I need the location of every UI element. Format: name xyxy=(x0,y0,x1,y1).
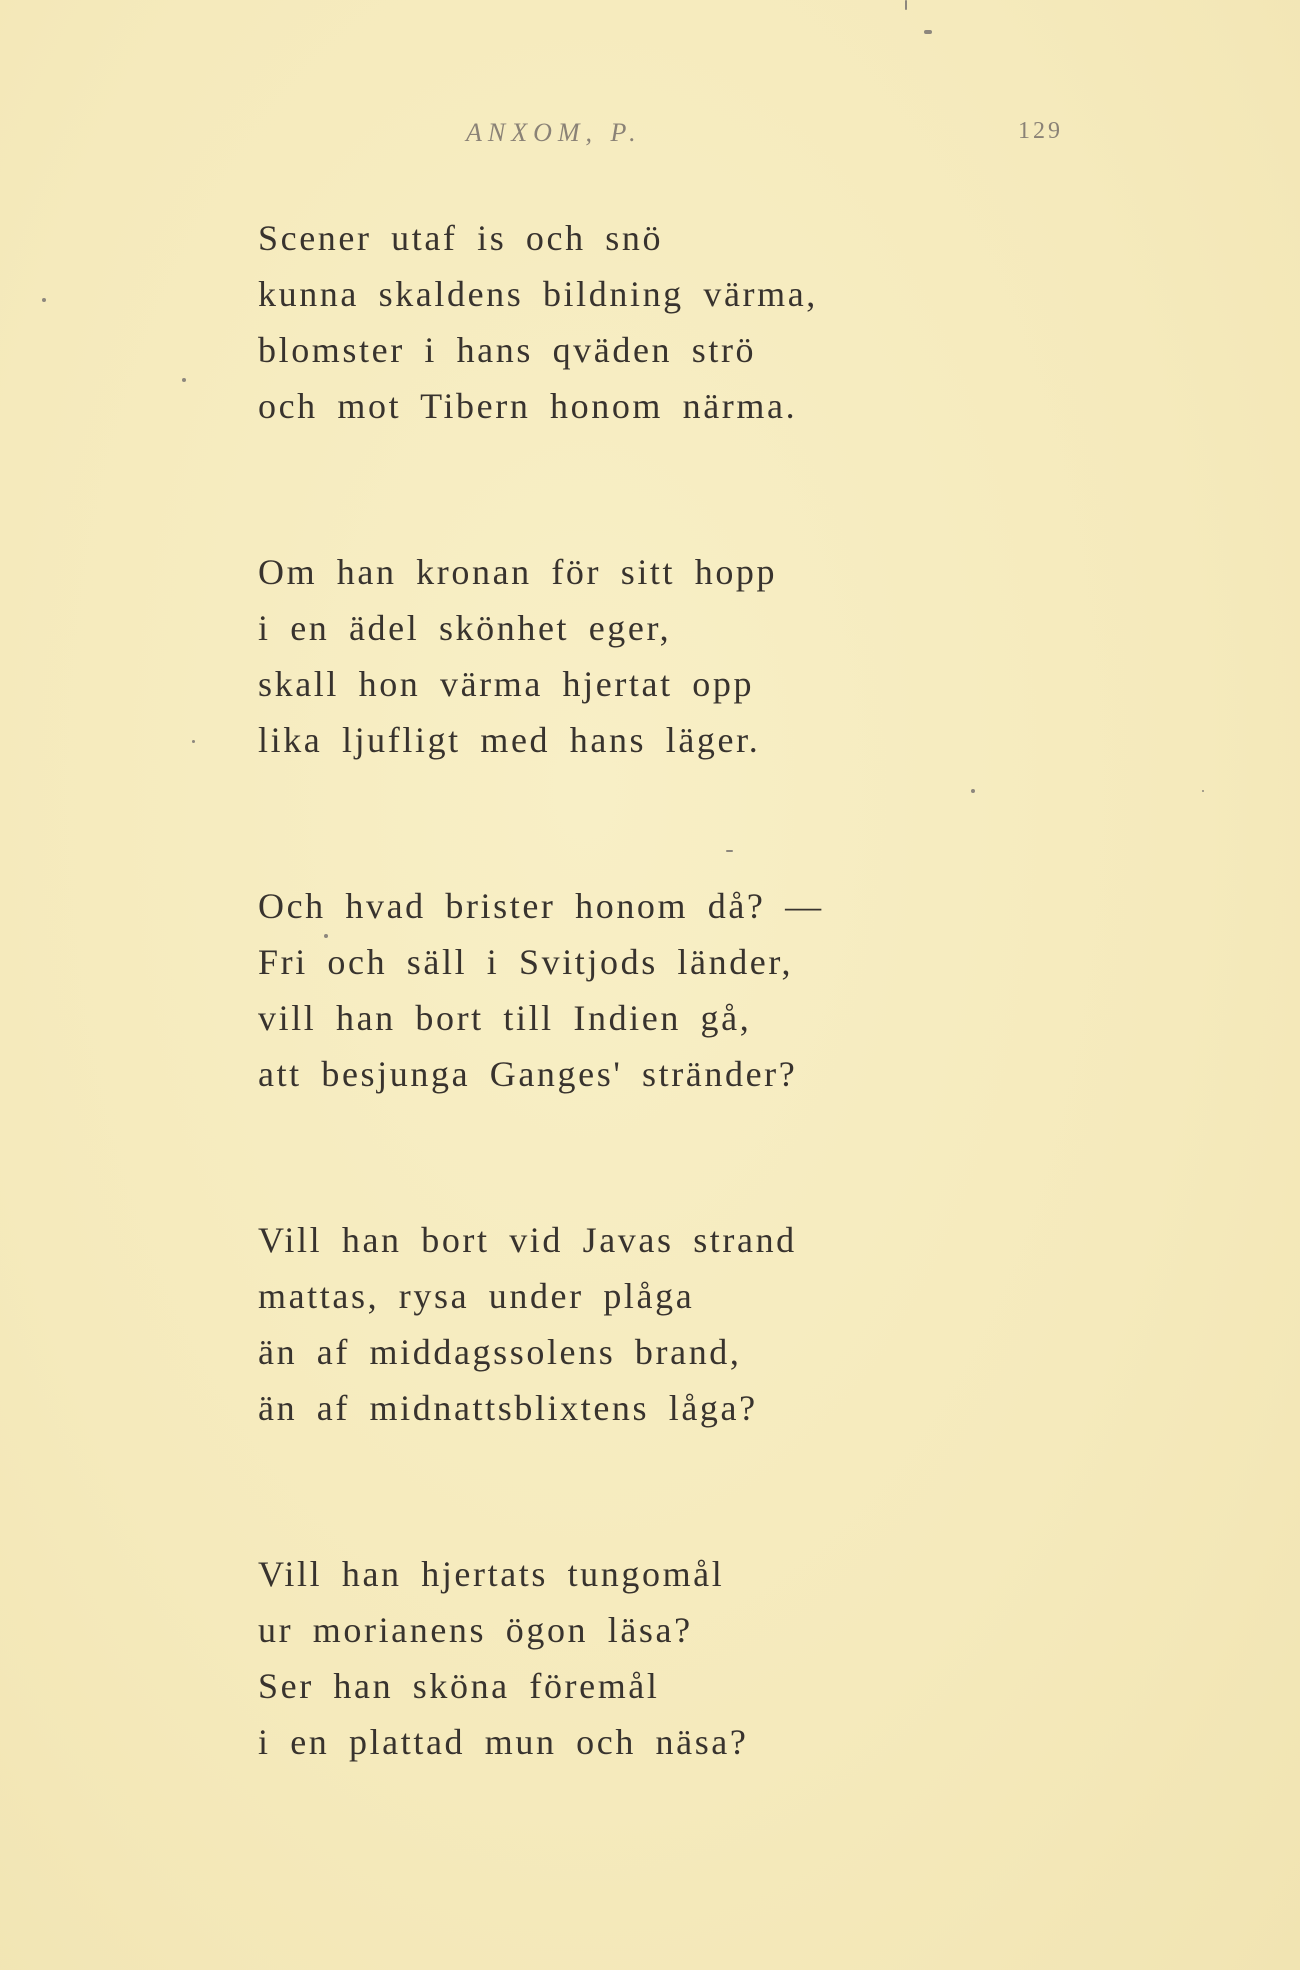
poem-line: och mot Tibern honom närma. xyxy=(258,386,798,426)
poem-line: att besjunga Ganges' stränder? xyxy=(258,1054,798,1094)
poem-line: lika ljufligt med hans läger. xyxy=(258,720,761,760)
running-head: ANXOM, P. xyxy=(466,118,642,147)
scan-speck xyxy=(924,30,932,34)
stanza-2 xyxy=(258,544,1158,768)
poem-line: än af midnattsblixtens låga? xyxy=(258,1388,758,1428)
stanza-1 xyxy=(258,210,1158,434)
poem-line: Fri och säll i Svitjods länder, xyxy=(258,942,794,982)
poem-line: Scener utaf is och snö xyxy=(258,218,664,258)
poem-line: ur morianens ögon läsa? xyxy=(258,1610,693,1650)
poem-line: mattas, rysa under plåga xyxy=(258,1276,695,1316)
poem-line: Om han kronan för sitt hopp xyxy=(258,552,778,592)
poem-line: än af middagssolens brand, xyxy=(258,1332,742,1372)
page-header xyxy=(0,118,1300,158)
poem xyxy=(258,210,1158,1880)
scan-speck xyxy=(182,378,186,382)
scan-speck xyxy=(324,934,328,938)
poem-line: blomster i hans qväden strö xyxy=(258,330,757,370)
scan-speck xyxy=(726,850,733,852)
poem-line: vill han bort till Indien gå, xyxy=(258,998,752,1038)
poem-line: i en ädel skönhet eger, xyxy=(258,608,672,648)
poem-line: Vill han hjertats tungomål xyxy=(258,1554,725,1594)
poem-line: Och hvad brister honom då? — xyxy=(258,886,824,926)
stanza-3 xyxy=(258,878,1158,1102)
poem-line: skall hon värma hjertat opp xyxy=(258,664,755,704)
scan-speck xyxy=(42,298,46,302)
scan-speck xyxy=(1202,790,1204,792)
scan-speck xyxy=(971,789,975,793)
stanza-4 xyxy=(258,1212,1158,1436)
scan-speck xyxy=(905,0,907,10)
poem-line: Ser han sköna föremål xyxy=(258,1666,660,1706)
scan-speck xyxy=(192,740,195,743)
page-number: 129 xyxy=(1018,118,1063,144)
stanza-5 xyxy=(258,1546,1158,1770)
poem-line: i en plattad mun och näsa? xyxy=(258,1722,749,1762)
poem-line: kunna skaldens bildning värma, xyxy=(258,274,818,314)
poem-line: Vill han bort vid Javas strand xyxy=(258,1220,797,1260)
